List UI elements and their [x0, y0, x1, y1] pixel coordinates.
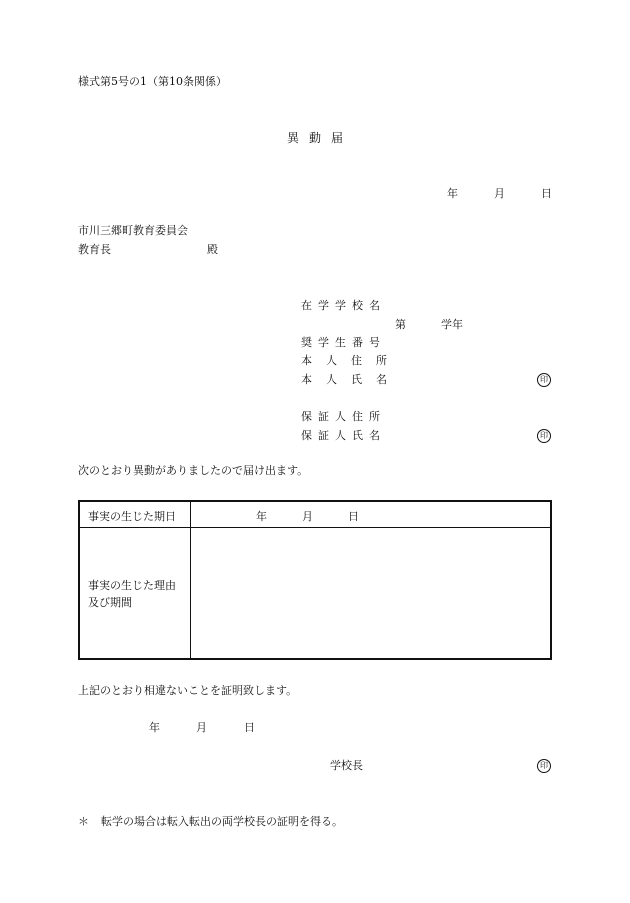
addressee-org: 市川三郷町教育委員会 — [78, 224, 188, 237]
principal-label: 学校長 — [330, 759, 363, 772]
addressee-honorific: 殿 — [207, 243, 218, 256]
form-title: 異動届 — [287, 131, 354, 145]
notification-statement: 次のとおり異動がありましたので届け出ます。 — [78, 464, 309, 477]
occurrence-year-label: 年 — [256, 510, 267, 523]
applicant-seal-mark: 印 — [537, 373, 551, 387]
grade-prefix: 第 — [395, 318, 406, 331]
certification-day-label: 日 — [244, 721, 255, 734]
certification-text: 上記のとおり相違ないことを証明致します。 — [78, 684, 298, 697]
certification-month-label: 月 — [196, 721, 207, 734]
occurrence-month-label: 月 — [302, 510, 313, 523]
principal-seal-mark: 印 — [537, 759, 551, 773]
change-details-table — [78, 500, 552, 660]
certification-year-label: 年 — [149, 721, 160, 734]
guarantor-seal-mark: 印 — [537, 429, 551, 443]
reason-label-line1: 事実の生じた理由 — [88, 579, 176, 592]
note-mark: ＊ — [78, 815, 89, 828]
grade-suffix: 学年 — [441, 318, 463, 331]
guarantor-name-label: 保証人氏名 — [301, 429, 386, 442]
table-column-divider — [190, 502, 191, 658]
school-name-label: 在学学校名 — [301, 299, 386, 312]
applicant-address-label: 本人住所 — [301, 354, 401, 367]
date-year-label: 年 — [447, 187, 458, 200]
guarantor-address-label: 保証人住所 — [301, 410, 386, 423]
occurrence-day-label: 日 — [348, 510, 359, 523]
table-row-divider — [80, 527, 550, 528]
applicant-name-label: 本人氏名 — [301, 373, 401, 386]
form-number: 様式第5号の1（第10条関係） — [78, 75, 227, 88]
addressee-position: 教育長 — [78, 243, 111, 256]
date-month-label: 月 — [494, 187, 505, 200]
note-text: 転学の場合は転入転出の両学校長の証明を得る。 — [101, 815, 343, 828]
date-day-label: 日 — [541, 187, 552, 200]
reason-label-line2: 及び期間 — [88, 596, 132, 609]
scholar-number-label: 奨学生番号 — [301, 336, 386, 349]
occurrence-date-label: 事実の生じた期日 — [88, 510, 176, 523]
